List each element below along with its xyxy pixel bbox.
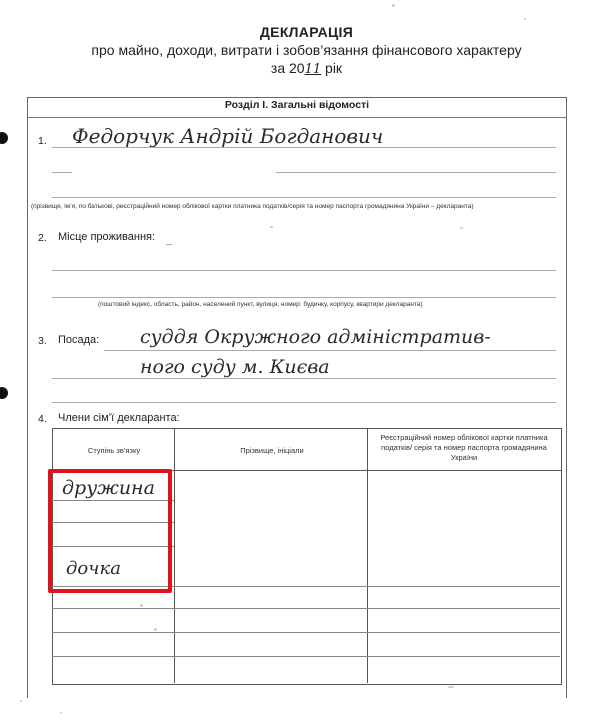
scan-speck xyxy=(20,700,22,702)
relation-daughter: дочка xyxy=(66,558,121,579)
year-suffix: рік xyxy=(325,60,343,76)
table-row-line-5 xyxy=(52,608,560,609)
item1-handwritten-name: Федорчук Андрій Богданович xyxy=(72,124,384,148)
year-prefix: за 20 xyxy=(270,60,305,76)
punch-hole-top xyxy=(0,132,8,144)
item3-number: 3. xyxy=(38,335,47,347)
item2-line-1 xyxy=(52,270,556,271)
scan-speck xyxy=(460,227,463,229)
document-title: ДЕКЛАРАЦІЯ xyxy=(259,24,354,40)
item1-line-2b xyxy=(276,172,556,173)
column-header-relation: Ступінь зв’язку xyxy=(87,446,141,455)
item3-handwritten-line1: суддя Окружного адміністратив- xyxy=(140,326,491,348)
table-row-line-7 xyxy=(52,656,560,657)
section-header: Розділ І. Загальні відомості xyxy=(224,99,370,111)
item2-line-2 xyxy=(52,297,556,298)
item2-caption: (поштовий індекс, область, район, населений пункт, вулиця, номер: будинку, корпусу, квартири декларанта) xyxy=(98,301,423,308)
highlight-box xyxy=(48,469,172,593)
item3-line-2 xyxy=(52,378,556,379)
item1-caption: (прізвище, ім’я, по батькові, реєстраційний номер облікової картки платника податків/серія та номер паспорта громадянина України – декларанта) xyxy=(31,203,474,210)
item4-label: Члени сім’ї декларанта: xyxy=(58,412,180,424)
item2-label: Місце проживання: xyxy=(58,231,156,243)
item2-line-0 xyxy=(166,244,172,245)
item3-label: Посада: xyxy=(58,334,100,346)
item3-line-3 xyxy=(52,402,556,403)
item2-number: 2. xyxy=(38,232,47,244)
scan-speck xyxy=(270,226,273,228)
item1-line-1 xyxy=(52,147,556,148)
item1-line-2a xyxy=(52,172,72,173)
item3-handwritten-line2: ного суду м. Києва xyxy=(140,356,330,378)
document-subtitle: про майно, доходи, витрати і зобов’язання фінансового характеру xyxy=(91,42,522,58)
column-header-name: Прізвище, ініціали xyxy=(240,446,304,455)
document-year-line xyxy=(0,60,613,77)
scan-speck xyxy=(60,712,62,714)
scan-speck xyxy=(140,604,143,607)
section-divider xyxy=(28,117,566,118)
scan-speck xyxy=(154,628,157,631)
item4-number: 4. xyxy=(38,413,47,425)
scan-speck xyxy=(448,686,454,688)
year-handwritten: 11 xyxy=(304,62,322,77)
relation-spouse: дружина xyxy=(62,477,155,499)
family-table-col2 xyxy=(175,428,368,683)
item1-line-3 xyxy=(52,197,556,198)
table-row-line-6 xyxy=(52,632,560,633)
punch-hole-bottom xyxy=(0,387,8,399)
item3-line-1 xyxy=(104,350,556,351)
scan-speck xyxy=(524,18,526,20)
column-header-id: Реєстраційний номер облікової картки платника податків/ серія та номер паспорта громадянина України xyxy=(380,433,548,462)
item1-number: 1. xyxy=(38,135,47,147)
scan-speck xyxy=(392,4,395,7)
